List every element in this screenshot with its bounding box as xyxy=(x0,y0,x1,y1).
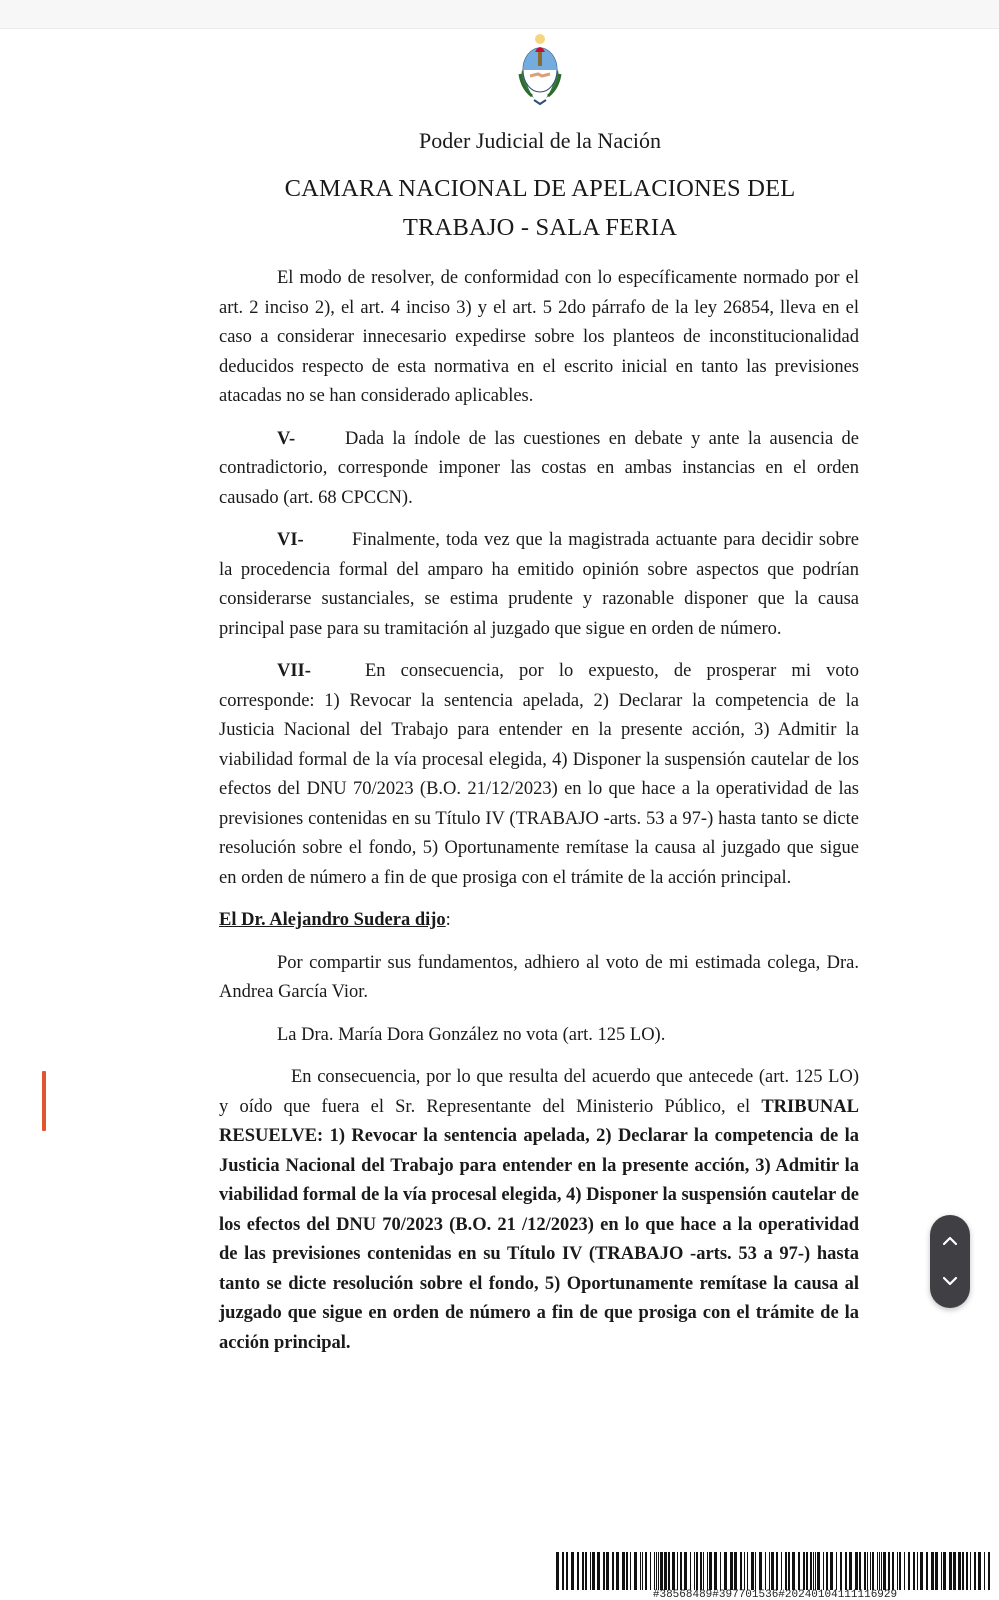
argentine-coat-of-arms-icon xyxy=(508,30,572,106)
paragraph-vii xyxy=(219,657,859,893)
speaker-colon: : xyxy=(445,910,451,930)
resolution-text: TRIBUNAL RESUELVE: 1) Revocar la sentencia apelada, 2) Declarar la competencia de la Justicia Nacional del Trabajo para entender en la presente acción, 3) Admitir la viabilidad formal de la vía procesal elegida, 4) Disponer la suspensión cautelar de los efectos del DNU 70/2023 (B.O. 21 /12/2023) en lo que hace a la operatividad de las previsiones contenidas en su Título IV (TRABAJO -arts. 53 a 97-) hasta tanto se dicte resolución sobre el fondo, 5) Oportunamente remítase la causa al juzgado que sigue en orden de número a fin de que prosiga con el trámite de la acción principal. xyxy=(219,1096,859,1353)
paragraph-intro: El modo de resolver, de conformidad con lo específicamente normado por el art. 2 inciso 2), el art. 4 inciso 3) y el art. 5 2do párrafo de la ley 26854, lleva en el caso a considerar innecesario expedirse sobre los planteos de inconstitucionalidad deducidos respecto de esta normativa en el escrito inicial en tanto las previsiones atacadas no se han considerado aplicables. xyxy=(219,268,859,406)
chamber-title-line-1: CAMARA NACIONAL DE APELACIONES DEL xyxy=(284,175,796,202)
viewer-top-bar xyxy=(0,0,999,29)
paragraph-no-vote: La Dra. María Dora González no vota (art. 125 LO). xyxy=(277,1024,666,1045)
previous-page-button[interactable] xyxy=(930,1221,970,1261)
paragraph-adhesion: Por compartir sus fundamentos, adhiero al voto de mi estimada colega, Dra. Andrea García Vior. xyxy=(219,952,859,1002)
document-body xyxy=(219,264,859,1371)
next-page-button[interactable] xyxy=(930,1261,970,1301)
paragraph-vi xyxy=(219,526,859,644)
chamber-title-line-2: TRABAJO - SALA FERIA xyxy=(402,214,678,241)
court-name: Poder Judicial de la Nación xyxy=(419,128,661,153)
barcode-number: #38568489#397701536#20240104111116929 xyxy=(652,1589,898,1600)
speaker-name: El Dr. Alejandro Sudera dijo xyxy=(219,910,446,930)
page-navigation-control xyxy=(930,1215,970,1308)
section-vi-label: VI- xyxy=(277,530,304,550)
reading-position-marker xyxy=(42,1071,46,1131)
paragraph-vi-text: Finalmente, toda vez que la magistrada actuante para decidir sobre la procedencia formal del amparo ha emitido opinión sobre aspectos que podrían considerarse sustanciales, se estima prudente y razonable disponer que la causa principal pase para su tramitación al juzgado que sigue en orden de número. xyxy=(219,530,859,639)
resolution-intro: En consecuencia, por lo que resulta del acuerdo que antecede (art. 125 LO) y oído que fuera el Sr. Representante del Ministerio Público, el xyxy=(219,1067,859,1117)
paragraph-vii-text: En consecuencia, por lo expuesto, de prosperar mi voto corresponde: 1) Revocar la sentencia apelada, 2) Declarar la competencia de la Justicia Nacional del Trabajo para entender en la presente acción, 3) Admitir la viabilidad formal de la vía procesal elegida, 4) Disponer la suspensión cautelar de los efectos del DNU 70/2023 (B.O. 21/12/2023) en lo que hace a la operatividad de las previsiones contenidas en su Título IV (TRABAJO -arts. 53 a 97-) hasta tanto se dicte resolución sobre el fondo, 5) Oportunamente remítase la causa al juzgado que sigue en orden de número a fin de que prosiga con el trámite de la acción principal. xyxy=(219,661,859,888)
section-v-label: V- xyxy=(277,428,296,449)
paragraph-resolution xyxy=(219,1063,859,1358)
speaker-heading xyxy=(219,906,859,936)
paragraph-v xyxy=(219,425,859,514)
chevron-down-icon xyxy=(942,1276,958,1286)
chevron-up-icon xyxy=(942,1236,958,1246)
paragraph-v-text: Dada la índole de las cuestiones en debate y ante la ausencia de contradictorio, corresponde imponer las costas en ambas instancias en el orden causado (art. 68 CPCCN). xyxy=(219,428,859,508)
section-vii-label: VII- xyxy=(277,661,311,681)
document-barcode xyxy=(556,1552,994,1590)
